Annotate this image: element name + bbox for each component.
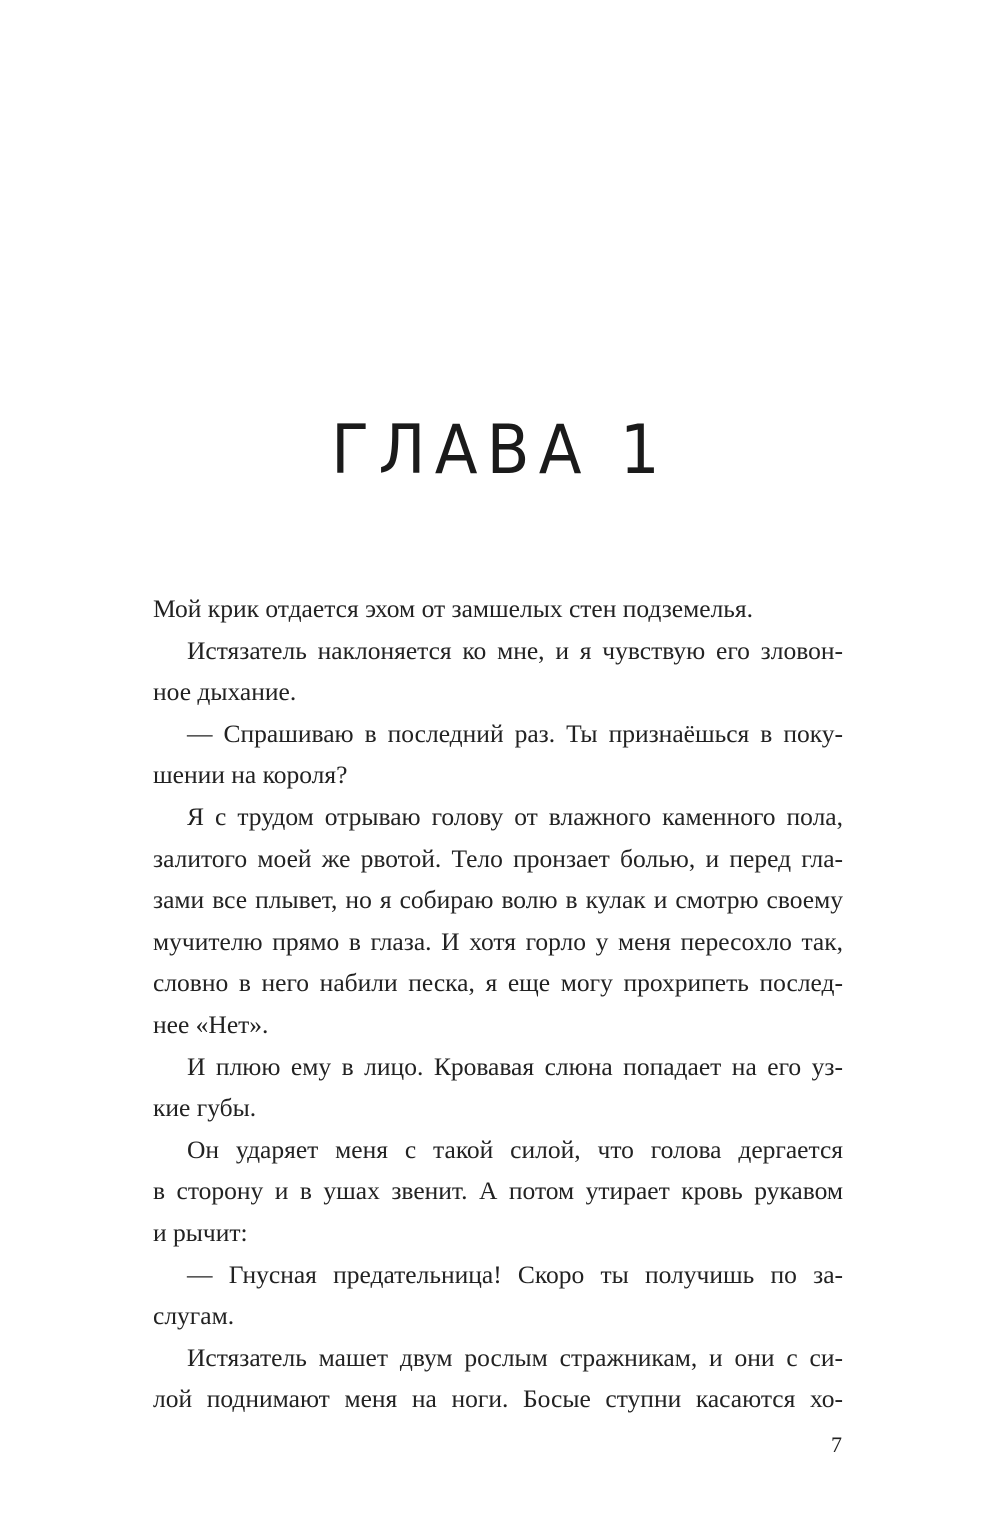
chapter-body-text <box>153 588 843 1420</box>
text-line: ное дыхание. <box>153 677 297 707</box>
text-line: зами все плывет, но я собираю волю в кулак и смотрю своему <box>153 885 843 915</box>
text-line: Я с трудом отрываю голову от влажного каменного пола, <box>187 801 843 831</box>
text-line: мучителю прямо в глаза. И хотя горло у меня пересохло так, <box>153 926 843 956</box>
text-line: нее «Нет». <box>153 1009 269 1039</box>
text-line: лой поднимают меня на ноги. Босые ступни касаются хо- <box>153 1384 843 1414</box>
text-line: Мой крик отдается эхом от замшелых стен подземелья. <box>153 594 754 623</box>
text-line: слугам. <box>153 1301 235 1331</box>
text-line: словно в него набили песка, я еще могу прохрипеть послед- <box>153 968 843 998</box>
text-line: — Спрашиваю в последний раз. Ты признаёшься в поку- <box>187 718 843 748</box>
text-line: Истязатель наклоняется ко мне, и я чувствую его зловон- <box>187 635 843 665</box>
chapter-title: ГЛАВА 1 <box>331 410 669 490</box>
text-line: Истязатель машет двум рослым стражникам, и они с си- <box>187 1342 843 1372</box>
text-line: в сторону и в ушах звенит. А потом утирает кровь рукавом <box>153 1176 843 1206</box>
text-line: шении на короля? <box>153 760 348 790</box>
text-line: Он ударяет меня с такой силой, что голова дергается <box>187 1134 843 1164</box>
text-line: И плюю ему в лицо. Кровавая слюна попадает на его уз- <box>187 1051 843 1081</box>
text-line: — Гнусная предательница! Скоро ты получишь по за- <box>187 1259 843 1289</box>
text-line: кие губы. <box>153 1093 257 1123</box>
text-line: и рычит: <box>153 1217 248 1247</box>
page-number: 7 <box>831 1432 842 1457</box>
text-line: залитого моей же рвотой. Тело пронзает болью, и перед гла- <box>153 843 843 873</box>
